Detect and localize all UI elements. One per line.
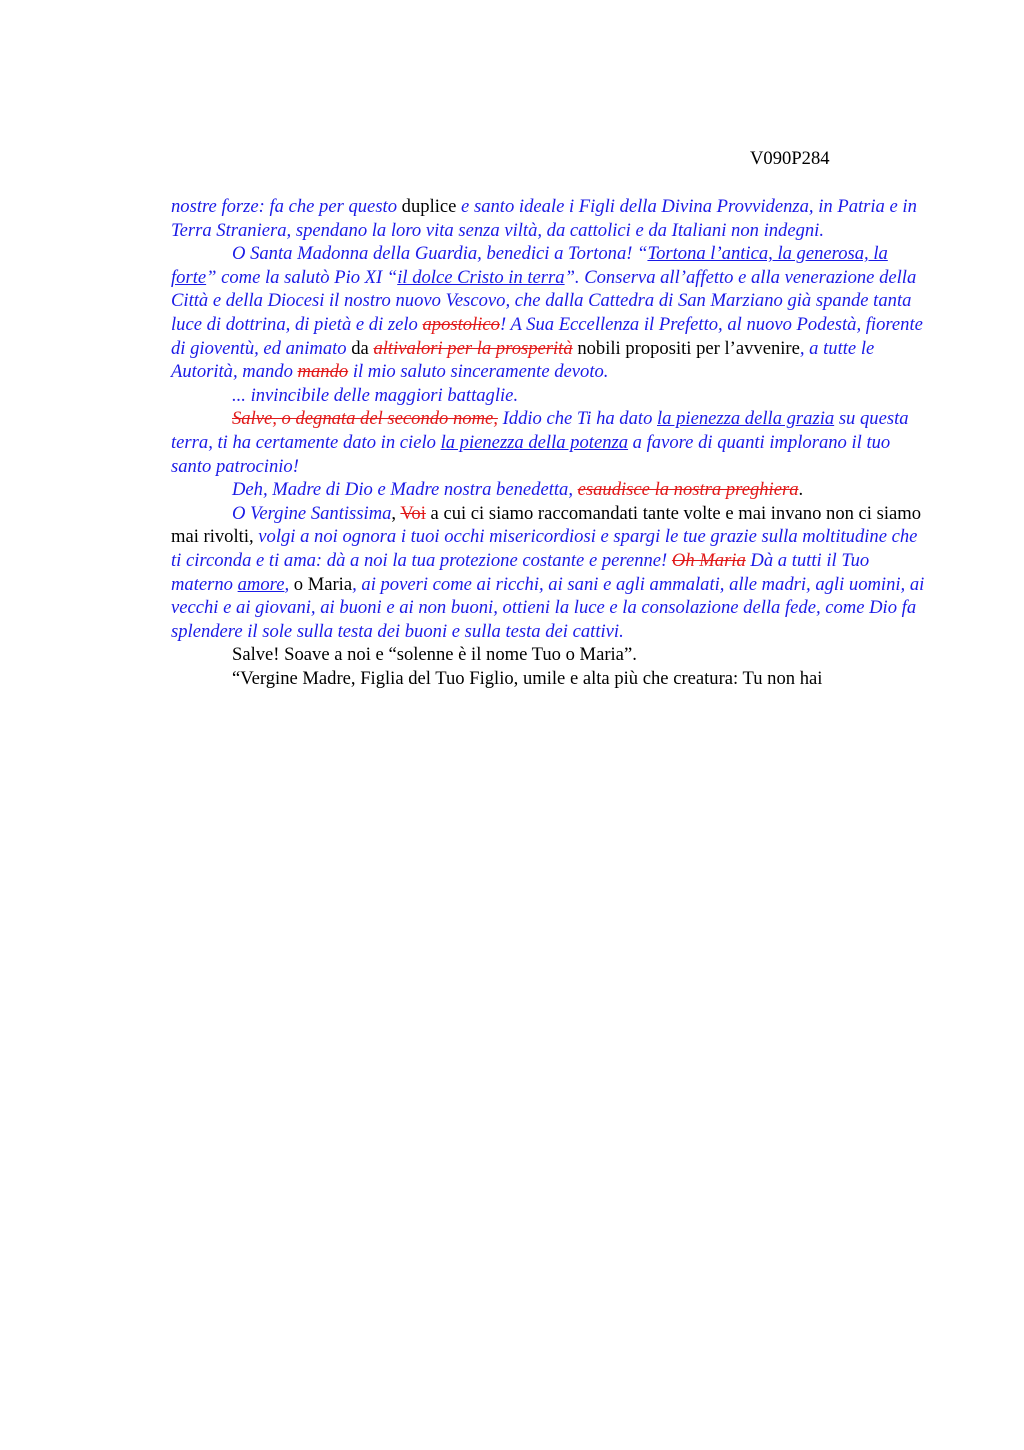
underlined-text: Tortona l’antica, la generosa, la forte [171,243,888,288]
deleted-text: Oh Maria [671,549,746,571]
italic-text: e santo ideale i Figli della Divina Provvidenza, in Patria e in Terra Straniera, spendano la loro vita senza viltà, da cattolici e da Italiani non indegni. [171,196,917,241]
italic-text: volgi a noi ognora i tuoi occhi misericordiosi e spargi le tue grazie sulla moltitudine che ti circonda e ti ama: dà a noi la tua protezione costante e perenne! [171,526,918,571]
italic-text: nostre forze: fa che per questo [171,196,402,217]
italic-text: ! A Sua Eccellenza il Prefetto, al nuovo Podestà, fiorente di gioventù, ed animato [171,313,923,359]
underlined-text: la pienezza della grazia [657,408,835,430]
italic-text: ”. Conserva all’affetto e alla venerazione della Città e della Diocesi il nostro nuovo Vescovo, che dalla Cattedra di San Marziano già spande tanta luce di dottrina, di pietà e di zelo [171,266,917,335]
paragraph [171,407,931,478]
paragraph [171,384,931,408]
paragraph [171,502,931,644]
paragraph [171,478,931,502]
italic-text: , ai poveri come ai ricchi, ai sani e agli ammalati, alle madri, agli uomini, ai vecchi e ai giovani, ai buoni e ai non buoni, ottieni la luce e la consolazione della fede, come Dio fa splendere il sole sulla testa dei buoni e sulla testa dei cattivi. [171,573,925,642]
italic-text: O Santa Madonna della Guardia, benedici a Tortona! “ [232,243,648,265]
deleted-text: mando [297,361,349,383]
underlined-text: il dolce Cristo in terra [397,266,565,288]
italic-text: Iddio che Ti ha dato [497,408,658,430]
plain-text: Salve! Soave a noi e “solenne è il nome Tuo o Maria”. [232,644,637,666]
plain-text: duplice [401,196,457,217]
deleted-text: esaudisce la nostra preghiera [577,479,799,501]
deleted-text: apostolico [422,313,500,335]
plain-text: , [391,502,401,524]
italic-text: ” come la salutò Pio XI “ [206,266,398,288]
paragraph [171,667,931,691]
deleted-text: Voi [400,502,426,524]
italic-text: , [284,573,294,595]
page-code: V090P284 [750,148,830,169]
italic-text: il mio saluto sinceramente devoto. [348,361,609,383]
underlined-text: amore [237,573,285,595]
italic-text: O Vergine Santissima [232,502,392,524]
italic-text: ... invincibile delle maggiori battaglie. [232,384,519,406]
plain-text: o Maria [293,573,353,595]
paragraph [171,195,931,242]
plain-text: . [798,479,804,501]
deleted-text: altivalori per la prosperità [373,337,573,359]
document-body [171,195,931,690]
plain-text: nobili propositi per l’avvenire [577,337,800,359]
underlined-text: la pienezza della potenza [440,431,629,453]
paragraph [171,242,931,384]
plain-text: “Vergine Madre, Figlia del Tuo Figlio, umile e alta più che creatura: Tu non hai [232,667,823,689]
italic-text: Deh, Madre di Dio e Madre nostra benedetta, [232,479,578,501]
italic-text: Dà a tutti il Tuo materno [171,549,870,595]
italic-text: su questa terra, ti ha certamente dato in cielo [171,408,909,453]
italic-text: , a tutte le Autorità, mando [171,337,875,383]
plain-text: da [351,337,369,359]
italic-text: a favore di quanti implorano il tuo santo patrocinio! [171,431,891,477]
plain-text: a cui ci siamo raccomandati tante volte e mai invano non ci siamo mai rivolti, [171,502,922,548]
deleted-text: Salve, o degnata del secondo nome, [232,408,498,430]
paragraph [171,643,931,667]
